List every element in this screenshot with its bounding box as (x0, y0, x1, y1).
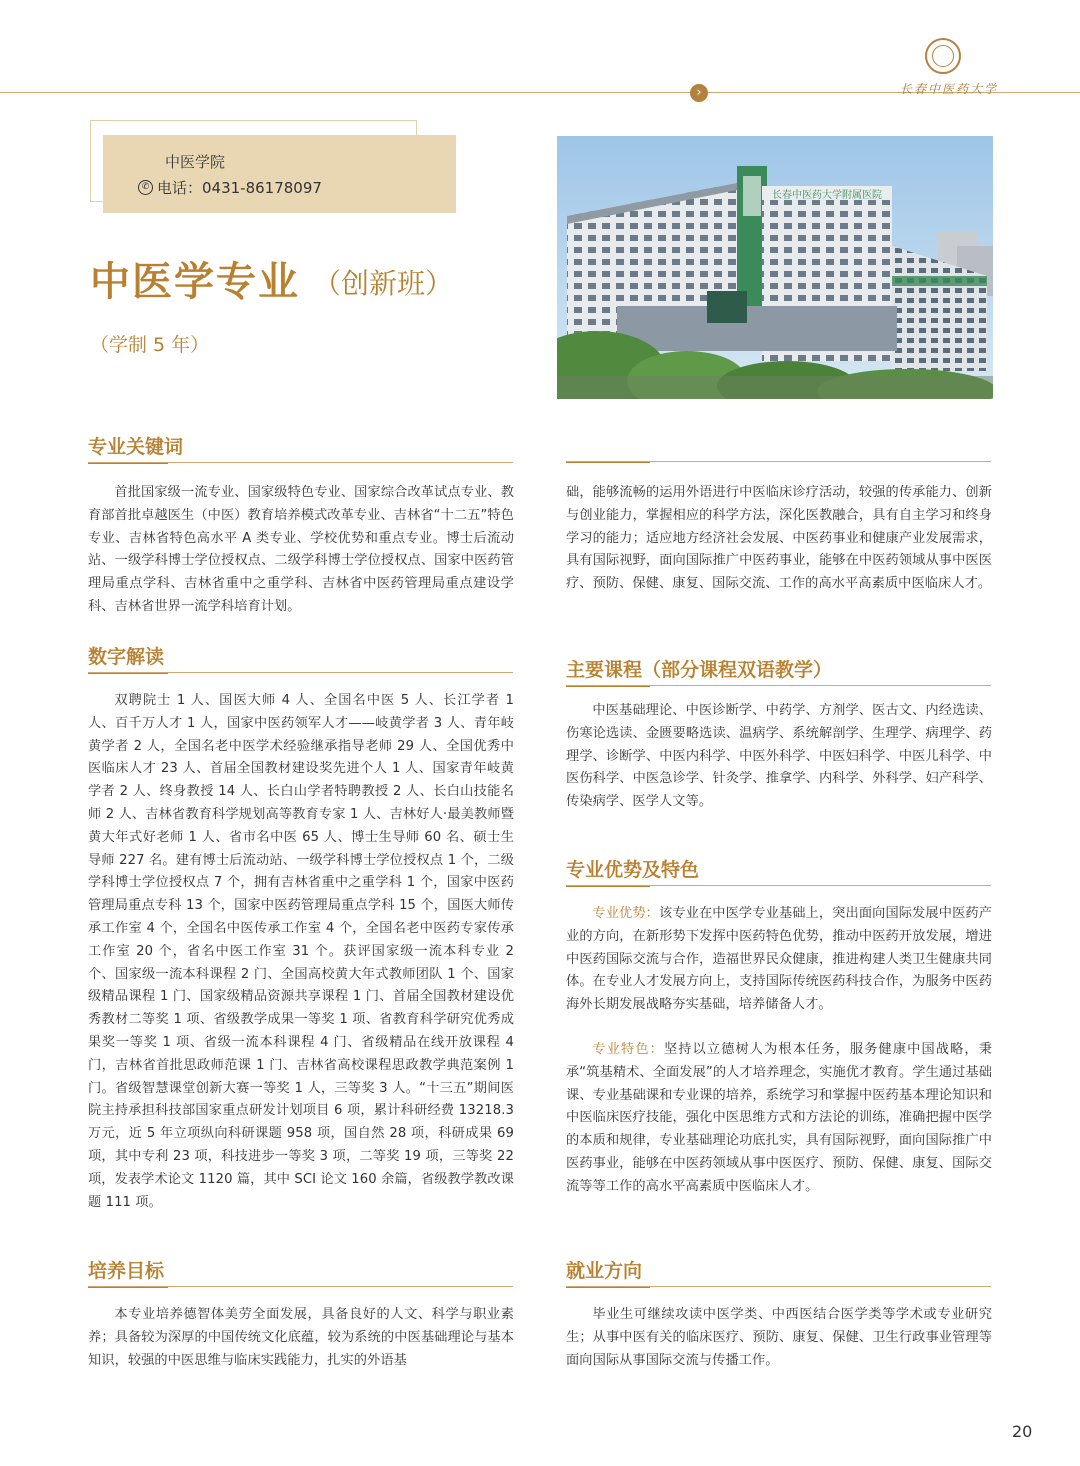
courses-heading: 主要课程（部分课程双语教学） (566, 659, 833, 681)
keywords-heading: 专业关键词 (88, 436, 184, 458)
goals-heading: 培养目标 (88, 1260, 165, 1282)
contact-box (103, 135, 456, 213)
heading-rule (566, 685, 991, 686)
features-heading: 专业优势及特色 (566, 859, 700, 881)
advantage-text: 该专业在中医学专业基础上，突出面向国际发展中医药产业的方向，在新形势下发挥中医药特色优势，推动中医药开放发展，增进中医药国际交流与合作，造福世界民众健康，推进构建人类卫生健康共同体。在专业人才发展方向上，支持国际传统医药科技合作，为服务中医药海外长期发展战略夯实基础，培养储备人才。 (566, 906, 992, 1013)
heading-rule (566, 885, 991, 886)
heading-rule (88, 672, 513, 673)
phone-row (138, 177, 322, 198)
heading-rule (88, 1286, 513, 1287)
numbers-heading: 数字解读 (88, 646, 165, 668)
major-title: 中医学专业 (90, 259, 300, 305)
advantage-paragraph (566, 903, 992, 1017)
feature-text: 坚持以立德树人为根本任务，服务健康中国战略，秉承“筑基精术、全面发展”的人才培养理念，实施优才教育。学生通过基础课、专业基础课和专业课的培养，系统学习和掌握中医药基本理论知识和中医临床医疗技能，强化中医思维方式和方法论的训练，准确把握中医学的本质和规律，专业基础理论功底扎实，具有国际视野，面向国际推广中医药事业，能够在中医药领域从事中医医疗、预防、保健、康复、国际交流等等工作的高水平高素质中医临床人才。 (566, 1042, 992, 1194)
career-text: 毕业生可继续攻读中医学类、中西医结合医学类等学术或专业研究生；从事中医有关的临床医疗、预防、康复、保健、卫生行政事业管理等面向国际从事国际交流与传播工作。 (566, 1307, 992, 1368)
feature-paragraph (566, 1039, 992, 1199)
college-name: 中医学院 (165, 153, 226, 171)
feature-label: 专业特色： (592, 1042, 664, 1057)
phone-icon: ✆ (138, 180, 153, 195)
advantage-label: 专业优势： (592, 906, 659, 921)
hospital-photo (557, 136, 993, 399)
numbers-text: 双聘院士 1 人、国医大师 4 人、全国名中医 5 人、长江学者 1 人、百千万人才 1 人，国家中医药领军人才——岐黄学者 3 人、青年岐黄学者 2 人，全国名老中医学术经验继承指导老师 29 人、全国优秀中医临床人才 23 人、首届全国教材建设奖先进个人 1 人、国家青年岐黄学者 2 人、终身教授 14 人、长白山学者特聘教授 2 人、长白山技能名师 2 人、吉林省教育科学规划高等教育专家 1 人、吉林好人·最美教师暨黄大年式好老师 1 人、省市名中医 65 人、博士生导师 60 名、硕士生导师 227 名。建有博士后流动站、一级学科博士学位授权点 1 个，二级学科博士学位授权点 7 个，拥有吉林省重中之重学科 1 个，国家中医药管理局重点专科 13 个，国家中医药管理局重点学科 15 个，国医大师传承工作室 4 个，全国名中医传承工作室 4 个，全国名老中医药专家传承工作室 20 个，省名中医工作室 31 个。获评国家级一流本科专业 2 个、国家级一流本科课程 2 门、全国高校黄大年式教师团队 1 个、国家级精品课程 1 门、国家级精品资源共享课程 1 门、首届全国教材建设优秀教材二等奖 1 项、省级教学成果一等奖 1 项、省教育科学研究优秀成果奖一等奖 1 项、省级一流本科课程 4 门、省级精品在线开放课程 4 门，吉林省首批思政师范课 1 门、吉林省高校课程思政教学典范案例 1 门。省级智慧课堂创新大赛一等奖 1 人，三等奖 3 人。“十三五”期间医院主持承担科技部国家重点研发计划项目 6 项，累计科研经费 13218.3 万元，近 5 年立项纵向科研课题 958 项，国自然 28 项，科研成果 69 项，其中专利 23 项，科技进步一等奖 3 项，二等奖 19 项，三等奖 22 项，发表学术论文 1120 篇，其中 SCI 论文 160 余篇，省级教学教改课题 111 项。 (88, 693, 514, 1210)
hospital-sign: 长春中医药大学附属医院 (772, 190, 882, 201)
major-subtitle: （创新班） (313, 267, 454, 300)
heading-rule (566, 461, 991, 462)
university-logo-text: 长春中医药大学 (900, 82, 999, 96)
courses-text: 中医基础理论、中医诊断学、中药学、方剂学、医古文、内经选读、伤寒论选读、金匮要略选读、温病学、系统解剖学、生理学、病理学、药理学、诊断学、中医内科学、中医外科学、中医妇科学、中医儿科学、中医伤科学、中医急诊学、针灸学、推拿学、内科学、外科学、妇产科学、传染病学、医学人文等。 (566, 703, 992, 810)
university-seal-icon (925, 38, 961, 74)
heading-rule (88, 462, 513, 463)
heading-rule (566, 1286, 991, 1287)
goals-text-right: 础，能够流畅的运用外语进行中医临床诊疗活动，较强的传承能力、创新与创业能力，掌握相应的科学方法，深化医教融合，具有自主学习和终身学习的能力；适应地方经济社会发展、中医药事业和健康产业发展需求，具有国际视野，面向国际推广中医药事业，能够在中医药领域从事中医医疗、预防、保健、康复、国际交流、工作的高水平高素质中医临床人才。 (566, 485, 992, 592)
keywords-text: 首批国家级一流专业、国家级特色专业、国家综合改革试点专业、教育部首批卓越医生（中医）教育培养模式改革专业、吉林省“十二五”特色专业、吉林省特色高水平 A 类专业、学校优势和重点专业。博士后流动站、一级学科博士学位授权点、二级学科博士学位授权点、国家中医药管理局重点学科、吉林省重中之重学科、吉林省中医药管理局重点建设学科、吉林省世界一流学科培育计划。 (88, 485, 514, 614)
chevron-right-icon: › (690, 84, 708, 102)
career-heading: 就业方向 (566, 1260, 643, 1282)
goals-text-left: 本专业培养德智体美劳全面发展，具备良好的人文、科学与职业素养；具备较为深厚的中国传统文化底蕴，较为系统的中医基础理论与基本知识，较强的中医思维与临床实践能力，扎实的外语基 (88, 1307, 514, 1368)
phone-number: 电话：0431-86178097 (157, 179, 322, 197)
study-duration: （学制 5 年） (90, 334, 210, 356)
page-number: 20 (1012, 1422, 1033, 1441)
